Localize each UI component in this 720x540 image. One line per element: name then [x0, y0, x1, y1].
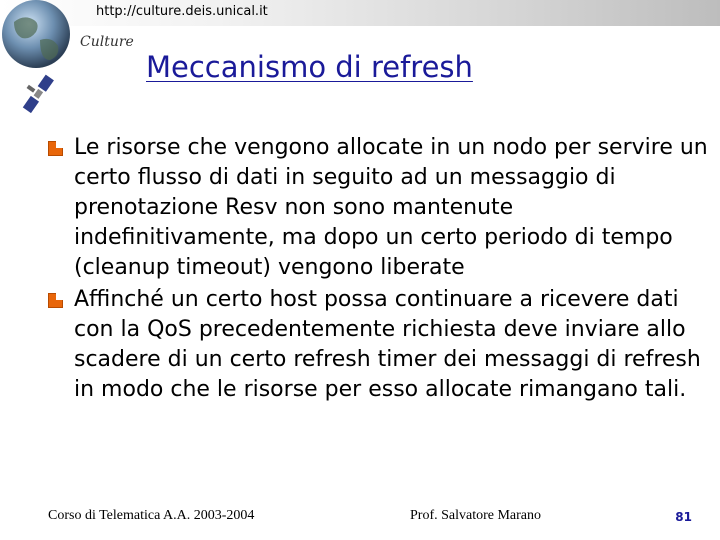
bullet-item — [48, 133, 708, 283]
slide-title: Meccanismo di refresh — [146, 50, 473, 84]
bullet-marker-icon — [48, 141, 63, 156]
bullet-text: Affinché un certo host possa continuare a ricevere dati con la QoS precedentemente richiesta deve inviare allo scadere di un certo refresh timer dei messaggi di refresh in modo che le risorse per esso allocate rimangano tali. — [74, 287, 701, 402]
bullet-marker-icon — [48, 293, 63, 308]
footer-course: Corso di Telematica A.A. 2003-2004 — [48, 508, 255, 523]
bullet-item — [48, 285, 708, 405]
footer-author: Prof. Salvatore Marano — [410, 508, 542, 523]
globe-satellite-logo — [0, 0, 140, 120]
logo-wordmark: Culture — [80, 34, 134, 50]
bullet-text: Le risorse che vengono allocate in un nodo per servire un certo flusso di dati in seguito ad un messaggio di prenotazione Resv non sono mantenute indefinitivamente, ma dopo un certo periodo di tempo (cleanup timeout) vengono liberate — [74, 135, 708, 280]
footer-page-number: 81 — [675, 510, 692, 524]
header-url: http://culture.deis.unical.it — [96, 4, 268, 19]
bullet-list — [48, 133, 708, 405]
